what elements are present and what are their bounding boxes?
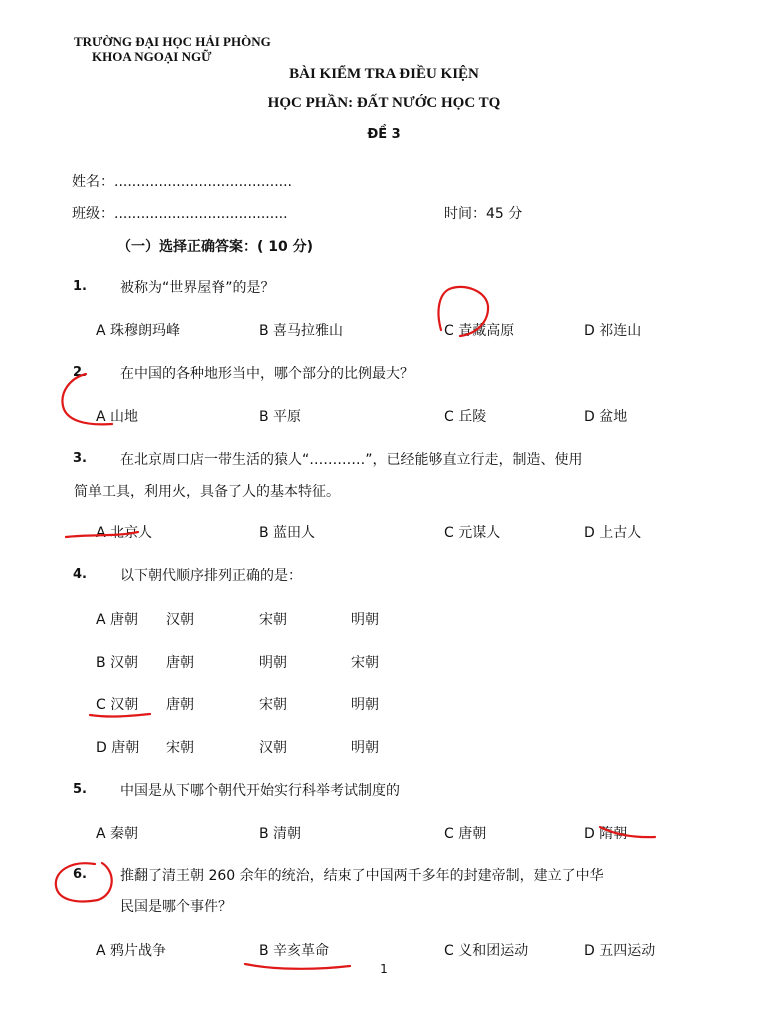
option-b-item: 唐朝 [166, 655, 194, 671]
option-b: B 汉朝 [96, 655, 139, 671]
student-class-field: 班级：....................................... [72, 206, 288, 222]
option-d-item: 汉朝 [259, 740, 287, 756]
option-d: D 隋朝 [584, 826, 628, 842]
option-b-item: 宋朝 [351, 655, 379, 671]
question-text: 在北京周口店一带生活的猿人“…………”，已经能够直立行走，制造、使用 [120, 452, 583, 468]
option-c-item: 明朝 [351, 697, 379, 713]
exam-time: 时间：45 分 [444, 206, 523, 222]
option-c: C 青藏高原 [444, 323, 515, 339]
exam-version: ĐỀ 3 [367, 127, 401, 142]
option-a: A 山地 [96, 409, 139, 425]
option-d: D 五四运动 [584, 943, 656, 959]
option-a: A 秦朝 [96, 826, 139, 842]
option-c: C 汉朝 [96, 697, 139, 713]
option-c: C 丘陵 [444, 409, 487, 425]
option-d: D 盆地 [584, 409, 628, 425]
section-heading: （一）选择正确答案：( 10 分) [117, 239, 314, 255]
option-a-item: 明朝 [351, 612, 379, 628]
option-a: A 唐朝 [96, 612, 139, 628]
question-text: 被称为“世界屋脊”的是？ [120, 280, 275, 296]
question-text: 推翻了清王朝 260 余年的统治，结束了中国两千多年的封建帝制，建立了中华 [120, 868, 604, 884]
question-number: 1. [73, 279, 87, 294]
question-text: 中国是从下哪个朝代开始实行科举考试制度的 [120, 783, 400, 799]
school-name: TRƯỜNG ĐẠI HỌC HẢI PHÒNG [74, 34, 271, 49]
option-a: A 鸦片战争 [96, 943, 167, 959]
option-b: B 蓝田人 [259, 525, 316, 541]
question-text: 以下朝代顺序排列正确的是： [120, 568, 302, 584]
question-text: 在中国的各种地形当中，哪个部分的比例最大？ [120, 366, 414, 382]
option-a: A 北京人 [96, 525, 153, 541]
option-b: B 喜马拉雅山 [259, 323, 344, 339]
question-number: 5. [73, 782, 87, 797]
option-d-item: 明朝 [351, 740, 379, 756]
option-a-item: 汉朝 [166, 612, 194, 628]
question-text-continued: 简单工具，利用火，具备了人的基本特征。 [74, 484, 340, 500]
option-a: A 珠穆朗玛峰 [96, 323, 181, 339]
option-d: D 上古人 [584, 525, 642, 541]
option-d: D 祁连山 [584, 323, 642, 339]
option-c: C 元谋人 [444, 525, 501, 541]
student-name-field: 姓名：........................................ [72, 174, 293, 190]
question-number: 2. [73, 365, 87, 380]
option-c-item: 宋朝 [259, 697, 287, 713]
exam-title: BÀI KIỂM TRA ĐIỀU KIỆN [289, 66, 479, 82]
department-name: KHOA NGOẠI NGỮ [92, 49, 212, 64]
option-c-item: 唐朝 [166, 697, 194, 713]
option-b: B 辛亥革命 [259, 943, 330, 959]
question-number: 6. [73, 867, 87, 882]
option-b: B 平原 [259, 409, 302, 425]
pen-mark-q4-underline [90, 714, 150, 717]
option-b-item: 明朝 [259, 655, 287, 671]
option-a-item: 宋朝 [259, 612, 287, 628]
page-number: 1 [380, 962, 388, 976]
option-c: C 义和团运动 [444, 943, 529, 959]
option-d-item: 宋朝 [166, 740, 194, 756]
option-d: D 唐朝 [96, 740, 140, 756]
question-number: 3. [73, 451, 87, 466]
option-b: B 清朝 [259, 826, 302, 842]
question-text-continued: 民国是哪个事件？ [120, 899, 232, 915]
option-c: C 唐朝 [444, 826, 487, 842]
question-number: 4. [73, 567, 87, 582]
course-title: HỌC PHẦN: ĐẤT NƯỚC HỌC TQ [267, 95, 501, 111]
